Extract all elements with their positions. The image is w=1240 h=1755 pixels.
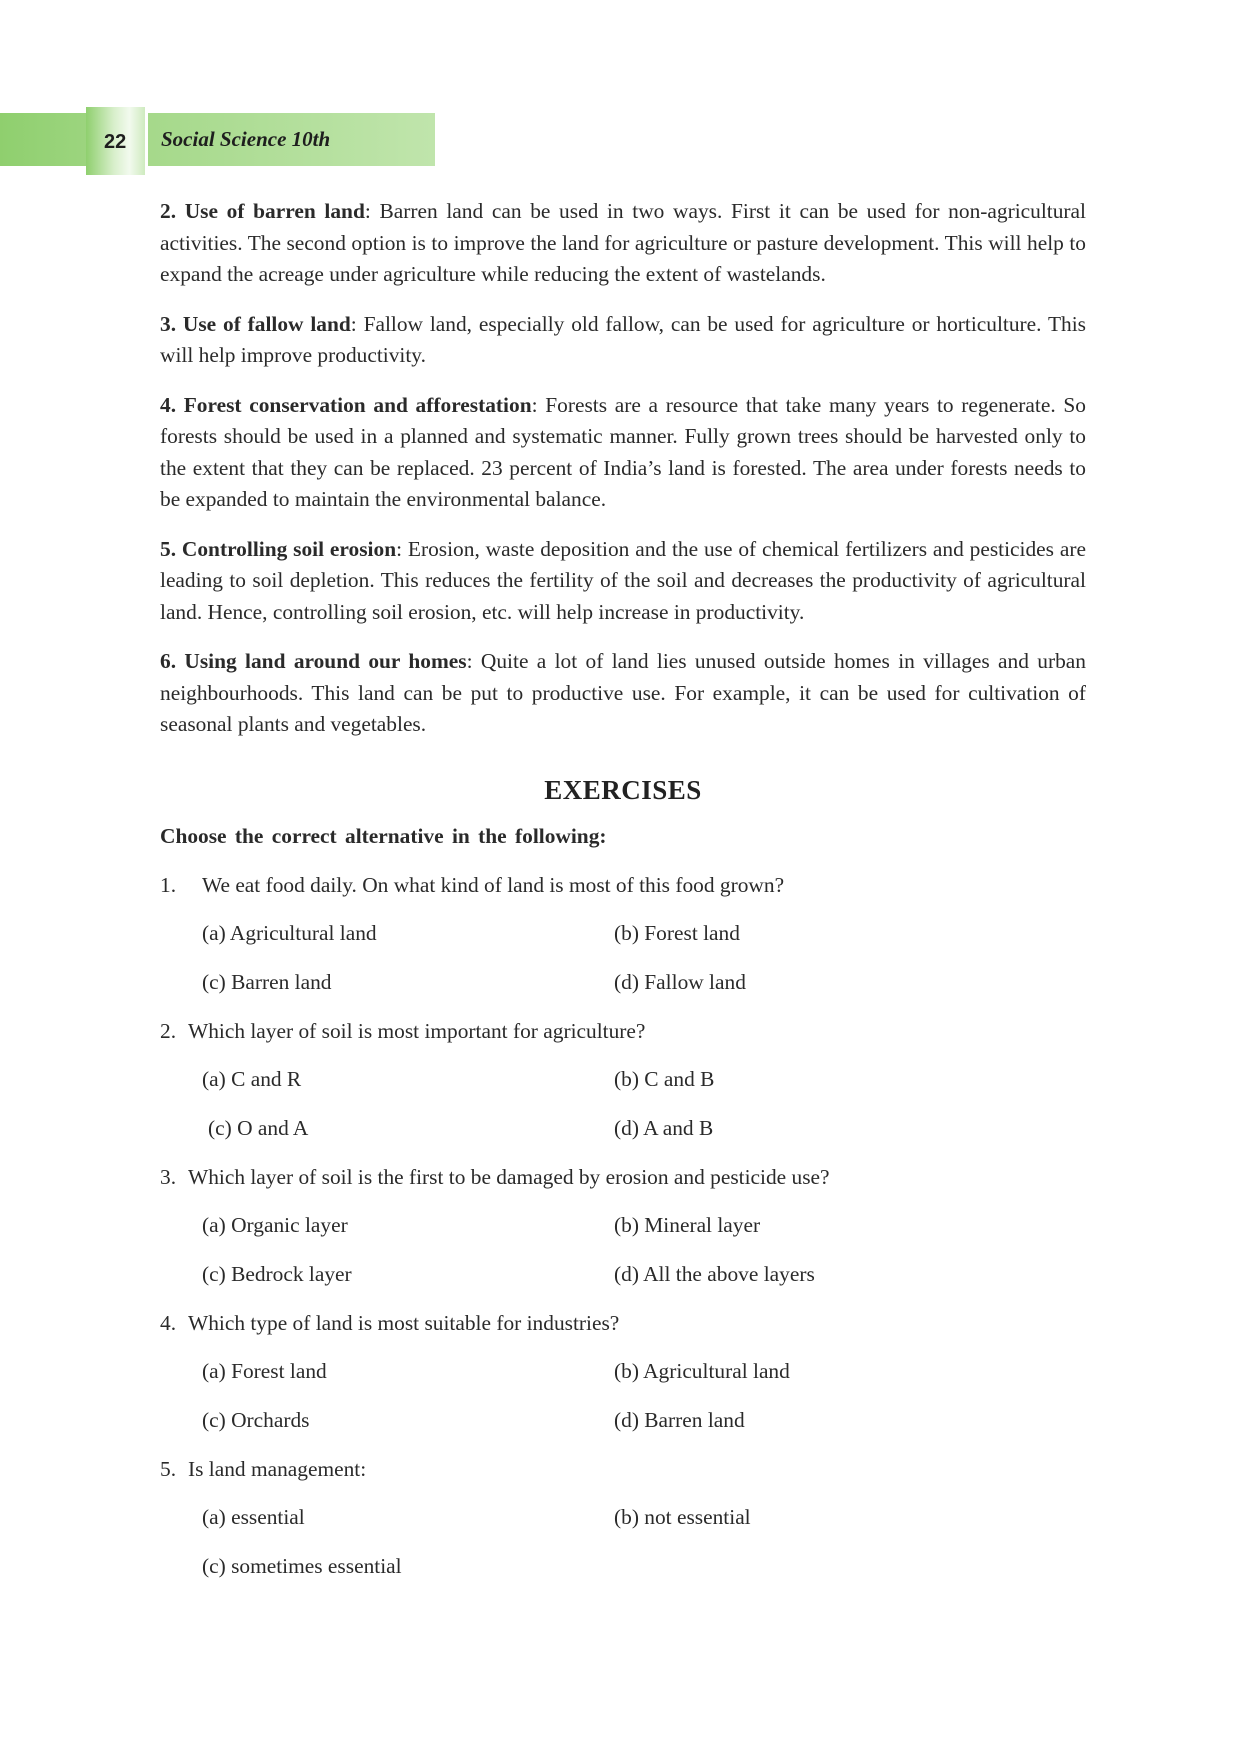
paragraph-text: : Forests are a resource that take many years to regenerate. So forests should be used in a planned and systematic manner. Fully grown trees should be harvested only to the extent that they can be replaced. 23 percent of India’s land is forested. The area under forests needs to be expanded to maintain the environmental balance. (160, 392, 1086, 511)
page-content (160, 196, 1086, 1601)
option-a: (a) Forest land (202, 1358, 327, 1383)
question-text: We eat food daily. On what kind of land is most of this food grown? (202, 872, 785, 897)
paragraph-lead: 2. Use of barren land (160, 199, 365, 223)
question-number: 5. (160, 1456, 177, 1481)
paragraph-text: : Erosion, waste deposition and the use of chemical fertilizers and pesticides are leading to soil depletion. This reduces the fertility of the soil and decreases the productivity of agricultural land. Hence, controlling soil erosion, etc. will help increase in productivity. (160, 536, 1086, 624)
paragraph-text: : Fallow land, especially old fallow, can be used for agriculture or horticulture. This will help improve productivity. (160, 311, 1086, 367)
option-row (160, 1260, 1086, 1288)
option-row (160, 1065, 1086, 1093)
option-d: (d) All the above layers (614, 1261, 815, 1286)
question-2 (160, 1017, 1086, 1045)
option-c: (c) O and A (208, 1115, 309, 1140)
question-number: 1. (160, 872, 177, 897)
paragraph-lead: 3. Use of fallow land (160, 311, 351, 336)
option-row (160, 1211, 1086, 1239)
paragraph-lead: 5. Controlling soil erosion (160, 536, 397, 561)
exercises-heading: EXERCISES (544, 774, 702, 805)
question-3 (160, 1163, 1086, 1191)
question-text: Which type of land is most suitable for industries? (188, 1310, 620, 1335)
paragraph-text: : Barren land can be used in two ways. First it can be used for non-agricultural activities. The second option is to improve the land for agriculture or pasture development. This will help to expand the acreage under agriculture while reducing the extent of wastelands. (160, 199, 1086, 286)
question-text: Which layer of soil is the first to be damaged by erosion and pesticide use? (188, 1164, 830, 1189)
option-row (160, 968, 1086, 996)
option-c: (c) Orchards (202, 1407, 310, 1432)
exercises-instruction: Choose the correct alternative in the following: (160, 823, 607, 848)
option-row (160, 1552, 1086, 1580)
option-row (160, 1503, 1086, 1531)
page-number: 22 (104, 131, 127, 153)
option-row (160, 1114, 1086, 1142)
option-a: (a) Organic layer (202, 1212, 348, 1237)
question-number: 2. (160, 1018, 177, 1043)
option-c: (c) sometimes essential (202, 1553, 402, 1578)
question-4 (160, 1309, 1086, 1337)
question-number: 3. (160, 1164, 177, 1189)
paragraph-text: : Quite a lot of land lies unused outside homes in villages and urban neighbourhoods. This land can be put to productive use. For example, it can be used for cultivation of seasonal plants and vegetables. (160, 649, 1086, 736)
paragraph-soil-erosion (160, 534, 1086, 629)
paragraph-lead: 4. Forest conservation and afforestation (160, 392, 532, 417)
option-b: (b) Forest land (614, 920, 740, 945)
option-b: (b) not essential (614, 1504, 751, 1529)
question-1 (160, 871, 1086, 899)
option-a: (a) essential (202, 1504, 305, 1529)
question-text: Which layer of soil is most important for agriculture? (188, 1018, 646, 1043)
question-text: Is land management: (188, 1456, 367, 1481)
option-d: (d) Fallow land (614, 969, 746, 994)
option-d: (d) A and B (614, 1115, 714, 1140)
paragraph-barren-land (160, 196, 1086, 291)
option-b: (b) Mineral layer (614, 1212, 761, 1237)
option-row (160, 1406, 1086, 1434)
option-a: (a) Agricultural land (202, 920, 377, 945)
paragraph-fallow-land (160, 309, 1086, 372)
paragraph-forest-conservation (160, 390, 1086, 516)
option-c: (c) Barren land (202, 969, 332, 994)
option-row (160, 919, 1086, 947)
option-b: (b) Agricultural land (614, 1358, 790, 1383)
option-a: (a) C and R (202, 1066, 302, 1091)
paragraph-lead: 6. Using land around our homes (160, 649, 467, 673)
option-b: (b) C and B (614, 1066, 715, 1091)
question-number: 4. (160, 1310, 177, 1335)
paragraph-land-around-homes (160, 646, 1086, 741)
option-d: (d) Barren land (614, 1407, 745, 1432)
book-title: Social Science 10th (161, 127, 331, 151)
option-row (160, 1357, 1086, 1385)
option-c: (c) Bedrock layer (202, 1261, 352, 1286)
question-5 (160, 1455, 1086, 1483)
